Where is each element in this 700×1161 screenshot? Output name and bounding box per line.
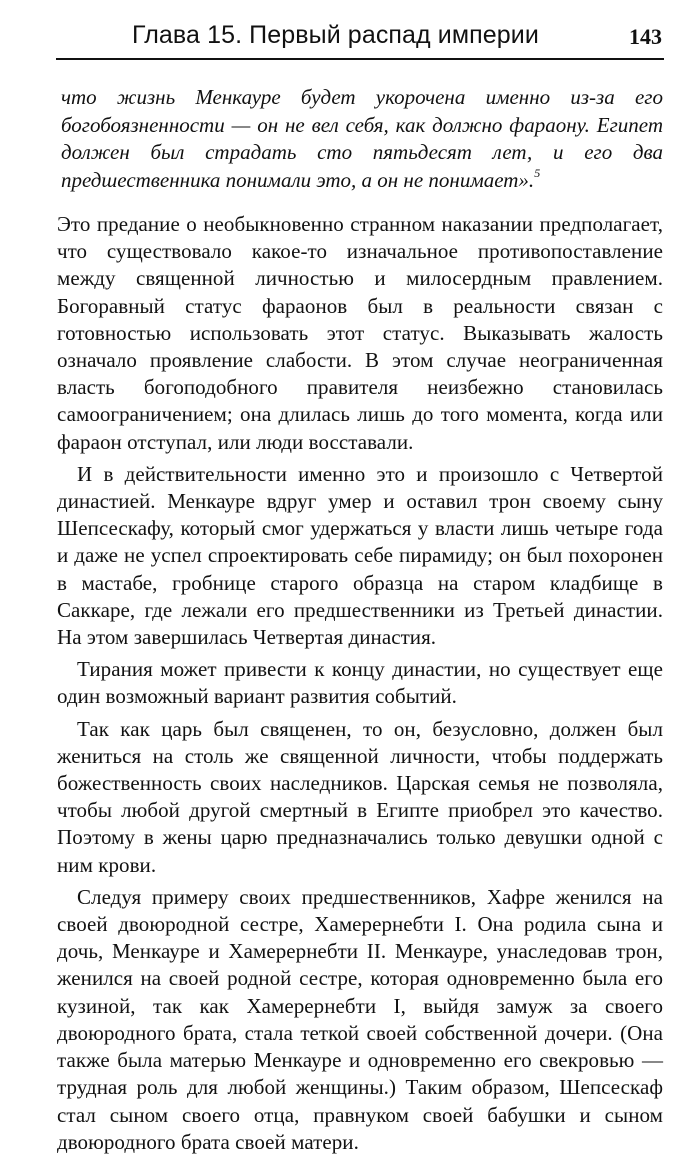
page-body [57, 84, 663, 1161]
paragraph: Следуя примеру своих предшественников, Хафре женился на своей двоюродной сестре, Хамерернебти I. Она родила сына и дочь, Менкауре и Хамерернебти II. Менкауре, унаследовав трон, женился на своей родной сестре, которая одновременно была его кузиной, так как Хамерернебти I, выйдя замуж за своего двоюродного брата, стала теткой своей собственной дочери. (Она также была матерью Менкауре и одновременно его свекровью — трудная роль для любой женщины.) Таким образом, Шепсескаф стал сыном своего отца, правнуком своей бабушки и сыном двоюродного брата своей матери. [57, 884, 663, 1154]
paragraph: Тирания может привести к концу династии, но существует еще один возможный вариант развития событий. [57, 657, 663, 709]
paragraph: Так как царь был священен, то он, безусловно, должен был жениться на столь же священной личности, чтобы поддержать божественность своих наследников. Царская семья не позволяла, чтобы любой другой смертный в Египте приобрел это качество. Поэтому в жены царю предназначались только девушки одной с ним крови. [57, 716, 663, 877]
paragraph: Это предание о необыкновенно странном наказании предполагает, что существовало какое-то изначальное противопоставление между священной личностью и милосердным правлением. Богоравный статус фараонов был в реальности связан с готовностью использовать этот статус. Выказывать жалость означало проявление слабости. В этом случае неограниченная власть богоподобного правителя неизбежно становилась самоограничением; она длилась лишь до того момента, когда или фараон отступал, или люди восставали. [57, 212, 663, 454]
quote-block [57, 84, 663, 194]
running-header [56, 18, 664, 60]
chapter-title: Глава 15. Первый распад империи [132, 21, 539, 49]
page-number: 143 [629, 24, 662, 49]
paragraph: И в действительности именно это и произошло с Четвертой династией. Менкауре вдруг умер и оставил трон своему сыну Шепсескафу, который смог удержаться у власти лишь четыре года и даже не успел спроектировать себе пирамиду; он был похоронен в мастабе, гробнице старого образца на старом кладбище в Саккаре, где лежали его предшественники из Третьей династии. На этом завершилась Четвертая династия. [57, 461, 663, 650]
quote-text: что жизнь Менкауре будет укорочена именно из-за его богобоязненности — он не вел себя, как должно фараону. Египет должен был страдать сто пятьдесят лет, и его два предшественника понимали это, а он не понимает». [61, 85, 663, 192]
footnote-marker: 5 [534, 165, 541, 180]
